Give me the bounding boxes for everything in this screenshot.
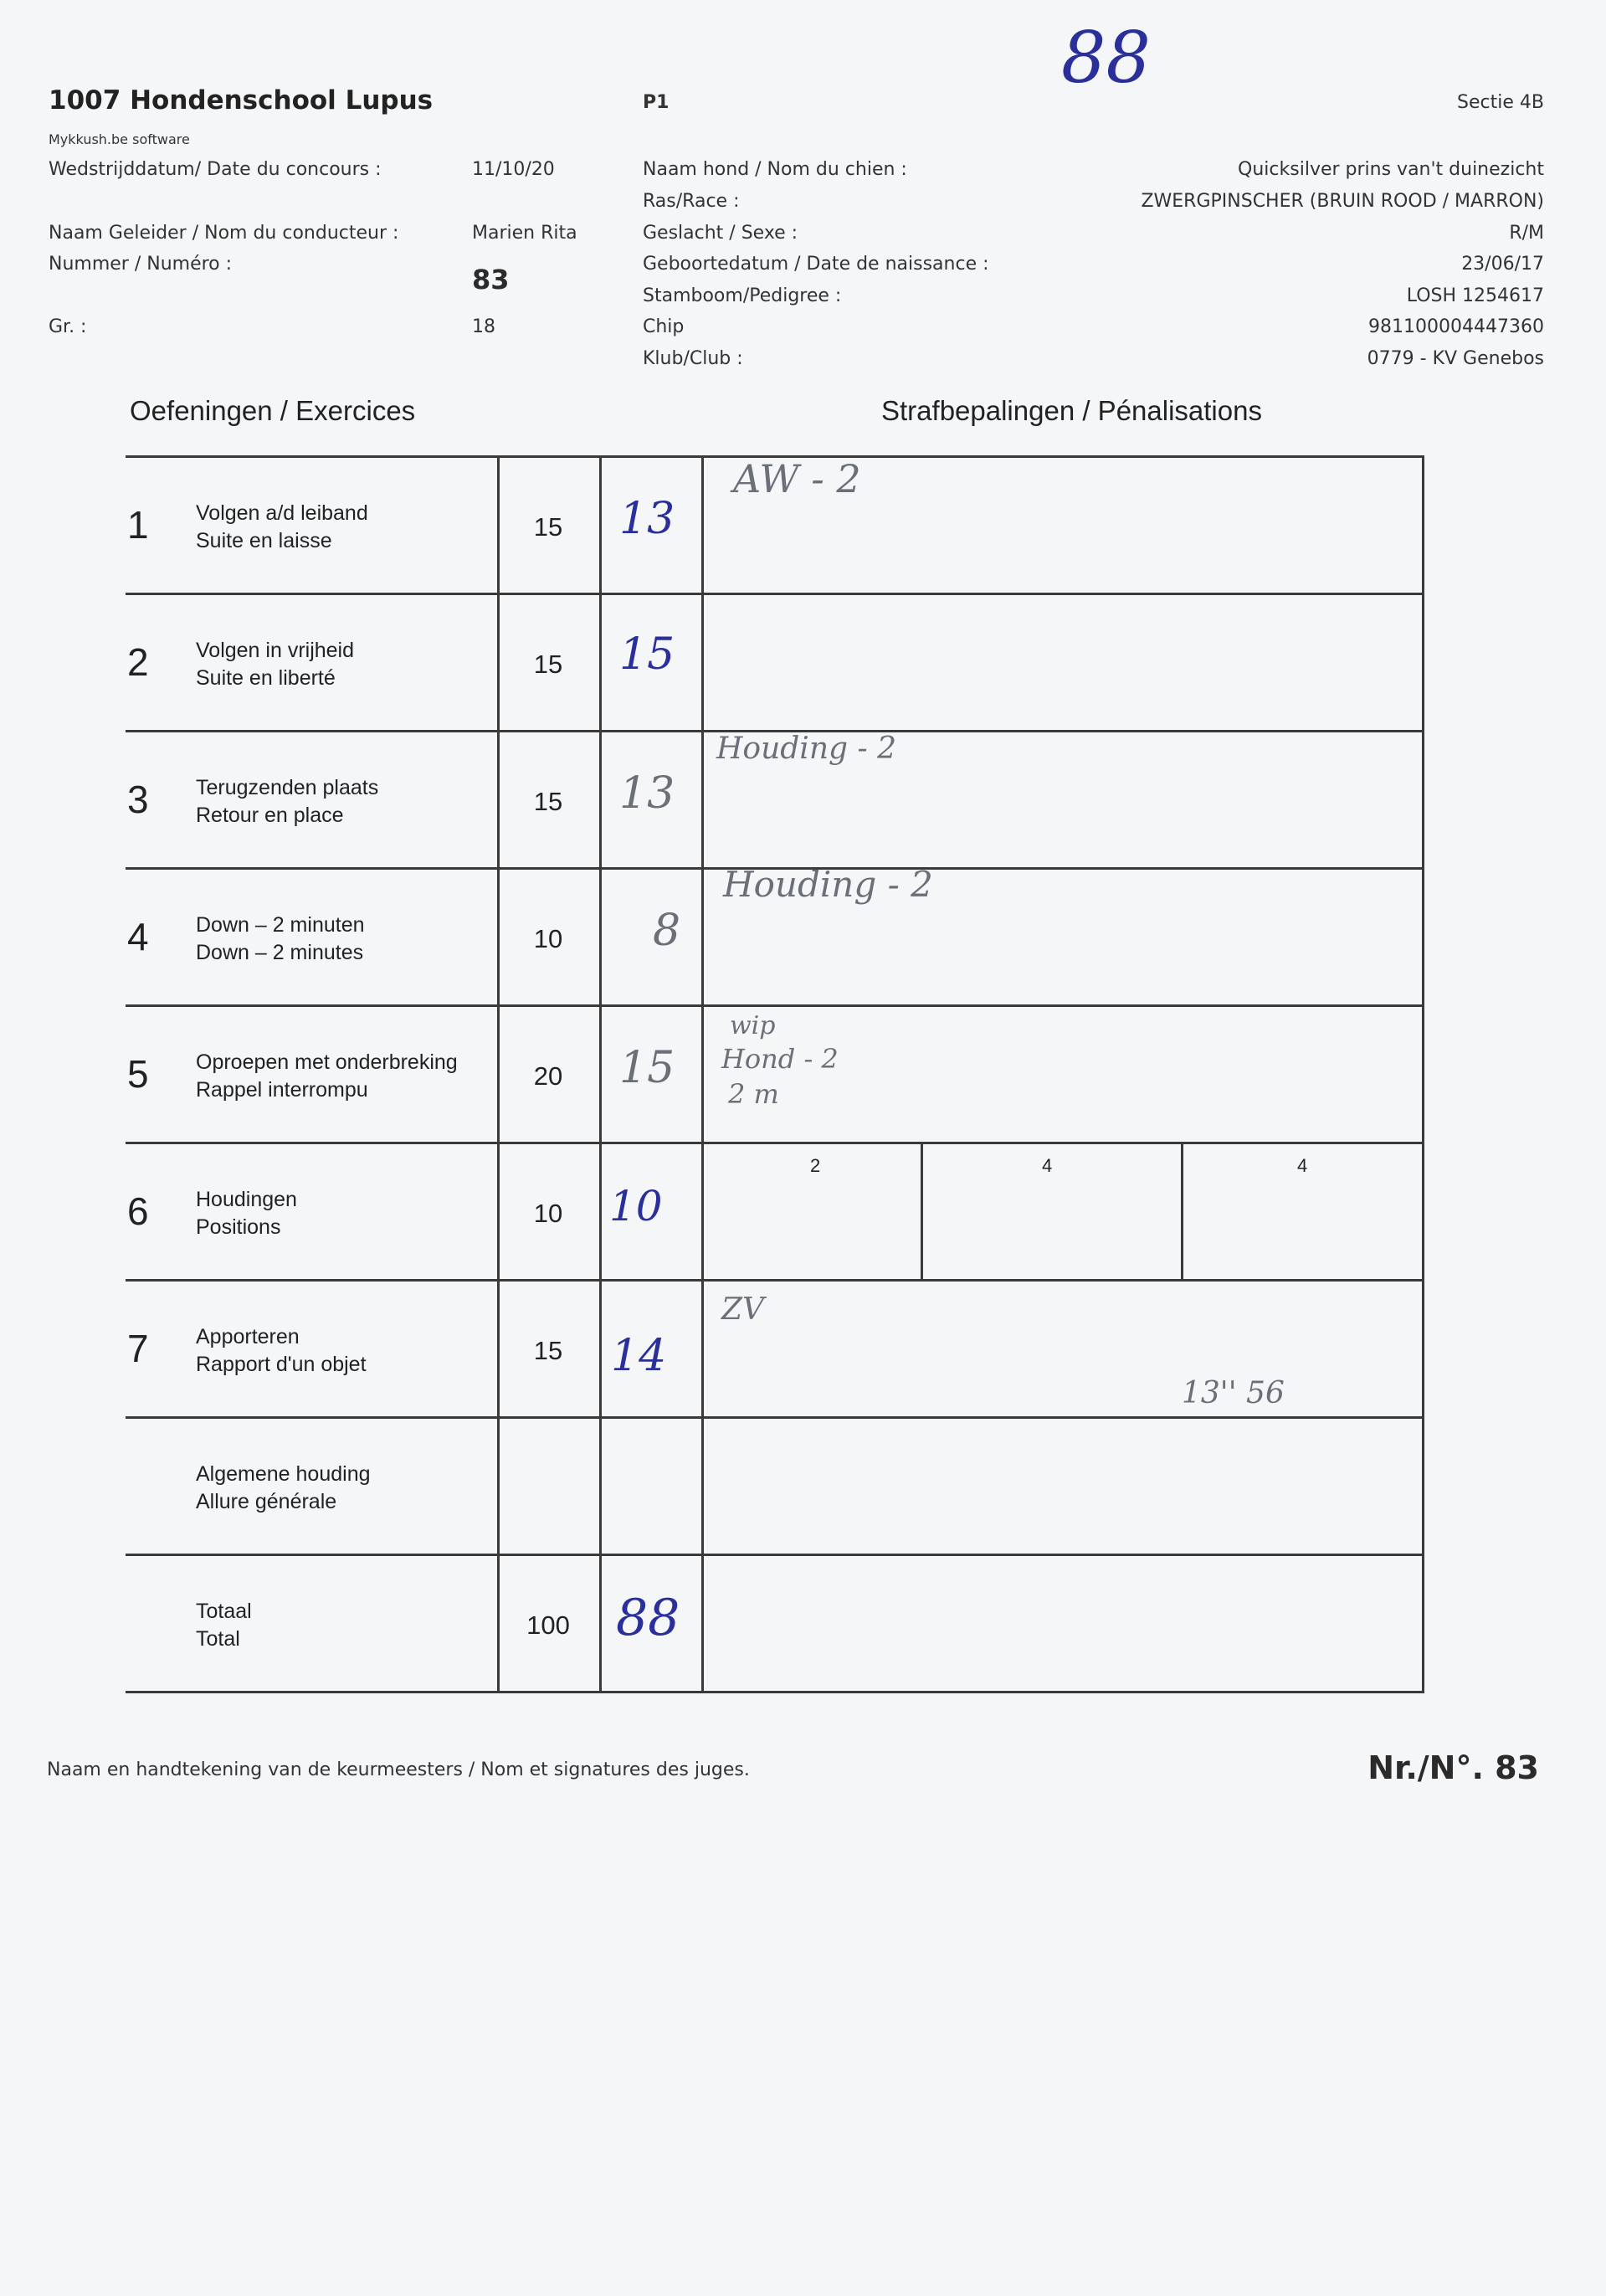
exercise-name-nl: Apporteren bbox=[196, 1325, 300, 1348]
field-sex-label: Geslacht / Sexe : bbox=[643, 223, 798, 244]
exercise-name-nl: Algemene houding bbox=[196, 1462, 371, 1486]
exercise-name-nl: Volgen in vrijheid bbox=[196, 639, 355, 662]
max-points: 15 bbox=[533, 1336, 563, 1365]
exercise-name-nl: Totaal bbox=[196, 1600, 252, 1623]
max-points: 15 bbox=[533, 650, 563, 679]
field-pedigree-value: LOSH 1254617 bbox=[1406, 285, 1544, 306]
exercise-name-fr: Suite en laisse bbox=[196, 529, 332, 552]
exercise-number: 4 bbox=[127, 915, 149, 958]
score-value: 14 bbox=[611, 1331, 667, 1381]
score-value: 15 bbox=[619, 629, 675, 680]
field-handler-value: Marien Rita bbox=[472, 223, 577, 244]
exercise-number: 1 bbox=[127, 503, 149, 547]
field-chip-label: Chip bbox=[643, 316, 685, 337]
exercise-number: 5 bbox=[127, 1052, 149, 1096]
score-value: 13 bbox=[619, 768, 675, 819]
max-points: 10 bbox=[533, 924, 563, 953]
field-handler-label: Naam Geleider / Nom du conducteur : bbox=[49, 223, 399, 244]
field-number-value: 83 bbox=[472, 264, 510, 295]
exercise-name-fr: Retour en place bbox=[196, 804, 344, 827]
exercise-name-fr: Positions bbox=[196, 1215, 281, 1239]
field-club-value: 0779 - KV Genebos bbox=[1367, 348, 1544, 369]
field-birthdate-label: Geboortedatum / Date de naissance : bbox=[643, 254, 989, 275]
max-points: 20 bbox=[533, 1061, 563, 1091]
sub-score: 4 bbox=[1042, 1155, 1053, 1176]
max-points: 15 bbox=[533, 787, 563, 816]
sub-score: 2 bbox=[810, 1155, 821, 1176]
penalty-note: AW - 2 bbox=[733, 456, 861, 501]
max-points: 100 bbox=[526, 1610, 570, 1640]
exercise-name-fr: Rapport d'un objet bbox=[196, 1353, 367, 1376]
exercise-name-nl: Houdingen bbox=[196, 1188, 297, 1211]
score-value: 8 bbox=[653, 906, 681, 956]
exercise-name-nl: Volgen a/d leiband bbox=[196, 501, 368, 525]
field-date-value: 11/10/20 bbox=[472, 159, 555, 180]
penalty-note: ZV bbox=[721, 1292, 765, 1327]
exercise-name-nl: Oproepen met onderbreking bbox=[196, 1050, 458, 1074]
field-sex-value: R/M bbox=[1509, 223, 1544, 244]
field-pedigree-label: Stamboom/Pedigree : bbox=[643, 285, 842, 306]
field-number-label: Nummer / Numéro : bbox=[49, 254, 233, 275]
penalty-note: Hond - 2 bbox=[721, 1043, 839, 1075]
sub-score: 4 bbox=[1297, 1155, 1308, 1176]
exercise-number: 6 bbox=[127, 1189, 149, 1233]
field-birthdate-value: 23/06/17 bbox=[1461, 254, 1544, 275]
software-credit: Mykkush.be software bbox=[49, 131, 190, 147]
exercise-name-nl: Down – 2 minuten bbox=[196, 913, 365, 937]
section-label: Sectie 4B bbox=[1457, 92, 1544, 113]
penalty-note: Houding - 2 bbox=[723, 864, 933, 905]
exercise-number: 2 bbox=[127, 640, 149, 684]
time-note: 13'' 56 bbox=[1182, 1376, 1285, 1410]
max-points: 10 bbox=[533, 1199, 563, 1228]
score-value: 15 bbox=[619, 1043, 675, 1093]
field-group-value: 18 bbox=[472, 316, 495, 337]
exercise-name-fr: Allure générale bbox=[196, 1490, 337, 1513]
class-label: P1 bbox=[643, 92, 670, 113]
field-breed-value: ZWERGPINSCHER (BRUIN ROOD / MARRON) bbox=[1141, 191, 1544, 212]
exercise-name-nl: Terugzenden plaats bbox=[196, 776, 379, 799]
exercise-number: 7 bbox=[127, 1327, 149, 1370]
exercise-number: 3 bbox=[127, 778, 149, 821]
max-points: 15 bbox=[533, 512, 563, 542]
exercise-name-fr: Rappel interrompu bbox=[196, 1078, 368, 1102]
score-value: 10 bbox=[609, 1182, 663, 1230]
field-dog-name-label: Naam hond / Nom du chien : bbox=[643, 159, 907, 180]
total-score: 88 bbox=[616, 1589, 680, 1647]
score-value: 13 bbox=[619, 494, 675, 544]
school-name: 1007 Hondenschool Lupus bbox=[49, 85, 434, 116]
penalty-note: 2 m bbox=[728, 1078, 779, 1110]
field-date-label: Wedstrijddatum/ Date du concours : bbox=[49, 159, 382, 180]
field-club-label: Klub/Club : bbox=[643, 348, 743, 369]
handwritten-top-score: 88 bbox=[1061, 17, 1151, 99]
field-dog-name-value: Quicksilver prins van't duinezicht bbox=[1238, 159, 1544, 180]
field-group-label: Gr. : bbox=[49, 316, 87, 337]
exercises-heading: Oefeningen / Exercices bbox=[130, 395, 416, 426]
exercise-name-fr: Down – 2 minutes bbox=[196, 941, 364, 964]
penalty-note: Houding - 2 bbox=[716, 732, 896, 766]
judges-signature-label: Naam en handtekening van de keurmeesters / Nom et signatures des juges. bbox=[47, 1759, 750, 1780]
field-chip-value: 981100004447360 bbox=[1368, 316, 1544, 337]
penalty-note: wip bbox=[730, 1011, 776, 1040]
exercise-name-fr: Suite en liberté bbox=[196, 666, 336, 690]
penalties-heading: Strafbepalingen / Pénalisations bbox=[881, 395, 1262, 426]
participant-number: Nr./N°. 83 bbox=[1367, 1749, 1539, 1786]
exercise-name-fr: Total bbox=[196, 1627, 240, 1651]
field-breed-label: Ras/Race : bbox=[643, 191, 740, 212]
